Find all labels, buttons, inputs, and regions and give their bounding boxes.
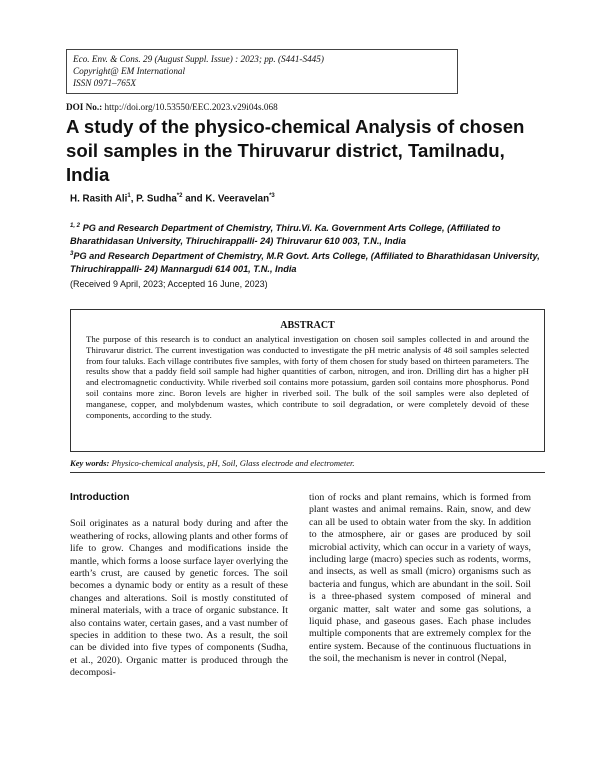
author-separator: and (182, 193, 206, 205)
journal-citation-box (66, 49, 458, 94)
doi-label: DOI No.: (66, 102, 103, 112)
affiliation (70, 248, 540, 276)
author-name: K. Veeravelan (205, 193, 270, 205)
introduction-paragraph-continued: tion of rocks and plant remains, which is formed from plant wastes and animal remains. Rain, snow, and dew can all be used to obtain water from the sky. In addition to the atmosphere, air or gases are produced by soil microbial activity, which can occur in a variety of ways, including large (macro) species such as rodents, worms, and insects, as well as small (micro) organisms such as bacteria and fungus, which are abundant in the soil. Soil is a three-phased system composed of mineral and organic matter, salt water and some gas solutions, a liquid phase, and gaseous gases. Each phase includes multiple components that are extremely complex for the entire system. Because of the continuous fluctuations in the soil, the mechanism is never in control (Nepal, (309, 492, 531, 665)
author-name: H. Rasith Ali (70, 193, 128, 205)
journal-citation-line: Eco. Env. & Cons. 29 (August Suppl. Issue) : 2023; pp. (S441-S445) (73, 54, 324, 64)
affiliation (70, 220, 540, 248)
keywords-label: Key words: (70, 458, 110, 468)
introduction-heading: Introduction (70, 492, 130, 503)
affiliation-text: PG and Research Department of Chemistry, M.R Govt. Arts College, (Affiliated to Bharathidasan University, Thiruchirappalli- 24) Mannargudi 614 001, T.N., India (70, 250, 540, 274)
author-marker: 1 (127, 193, 131, 199)
author-name: P. Sudha (136, 193, 177, 205)
keywords-value: Physico-chemical analysis, pH, Soil, Glass electrode and electrometer. (111, 458, 355, 468)
author-marker: *3 (269, 193, 275, 199)
paper-title: A study of the physico-chemical Analysis of chosen soil samples in the Thiruvarur district, Tamilnadu, India (66, 116, 525, 185)
abstract-text: The purpose of this research is to conduct an analytical investigation on chosen soil samples collected in and around the Thiruvarur district. The current investigation was conducted to investigate the pH metric analysis of 48 soil samples selected from four taluks. Each village contributes five samples, with forty of them chosen for study based on thirteen parameters. The results show that a paddy field soil sample had higher quantities of carbon, nitrogen, and iron. Drilling dirt has a higher pH and electromagnetic conductivity. While riverbed soil contains more potassium, garden soil contains more phosphorus. Pond soil contains more zinc. Boron levels are higher in riverbed soil. The bulk of the soil samples were also depleted of manganese, copper, and molybdenum wastes, which contribute to soil degradation, or were completely devoid of these components, according to the study. (86, 334, 529, 420)
left-column (70, 492, 288, 680)
keywords-line (70, 458, 355, 468)
author-list (70, 193, 275, 204)
abstract-box (70, 309, 545, 452)
affiliation-marker: 1, 2 (70, 223, 81, 229)
author-marker: *2 (176, 193, 183, 199)
affiliations (70, 220, 540, 275)
author-separator: , (130, 193, 137, 205)
introduction-paragraph: Soil originates as a natural body during and after the weathering of rocks, allowing plants and other forms of life to grow. Changes and modifications inside the mantle, which forms a loose surface layer overlying the earth’s crust, are caused by genetic forces. The soil becomes a dynamic body or entity as a result of these changes and alterations. Soil is mostly constituted of mineral materials, with a trace of organic substance. It also contains water, certain gases, and a vast number of species in addition to these two. As a result, the soil can be divided into five types of components (Sudha, et al., 2020). Organic matter is produced through the decomposi- (70, 518, 288, 679)
doi-link[interactable]: http://doi.org/10.53550/EEC.2023.v29i04s.068 (104, 102, 278, 112)
affiliation-marker: 3 (70, 250, 74, 257)
affiliation-text: PG and Research Department of Chemistry, Thiru.Vi. Ka. Government Arts College, (Affiliated to Bharathidasan University, Thiruchirappalli- 24) Thiruvarur 610 003, T.N., India (70, 223, 501, 246)
journal-copyright-line: Copyright@ EM International (73, 66, 186, 76)
doi-line (66, 102, 278, 112)
right-column (309, 492, 531, 666)
journal-issn-line: ISSN 0971–765X (73, 78, 137, 88)
abstract-heading: ABSTRACT (280, 320, 335, 331)
received-dates: (Received 9 April, 2023; Accepted 16 June, 2023) (70, 279, 268, 289)
section-divider (70, 472, 545, 473)
